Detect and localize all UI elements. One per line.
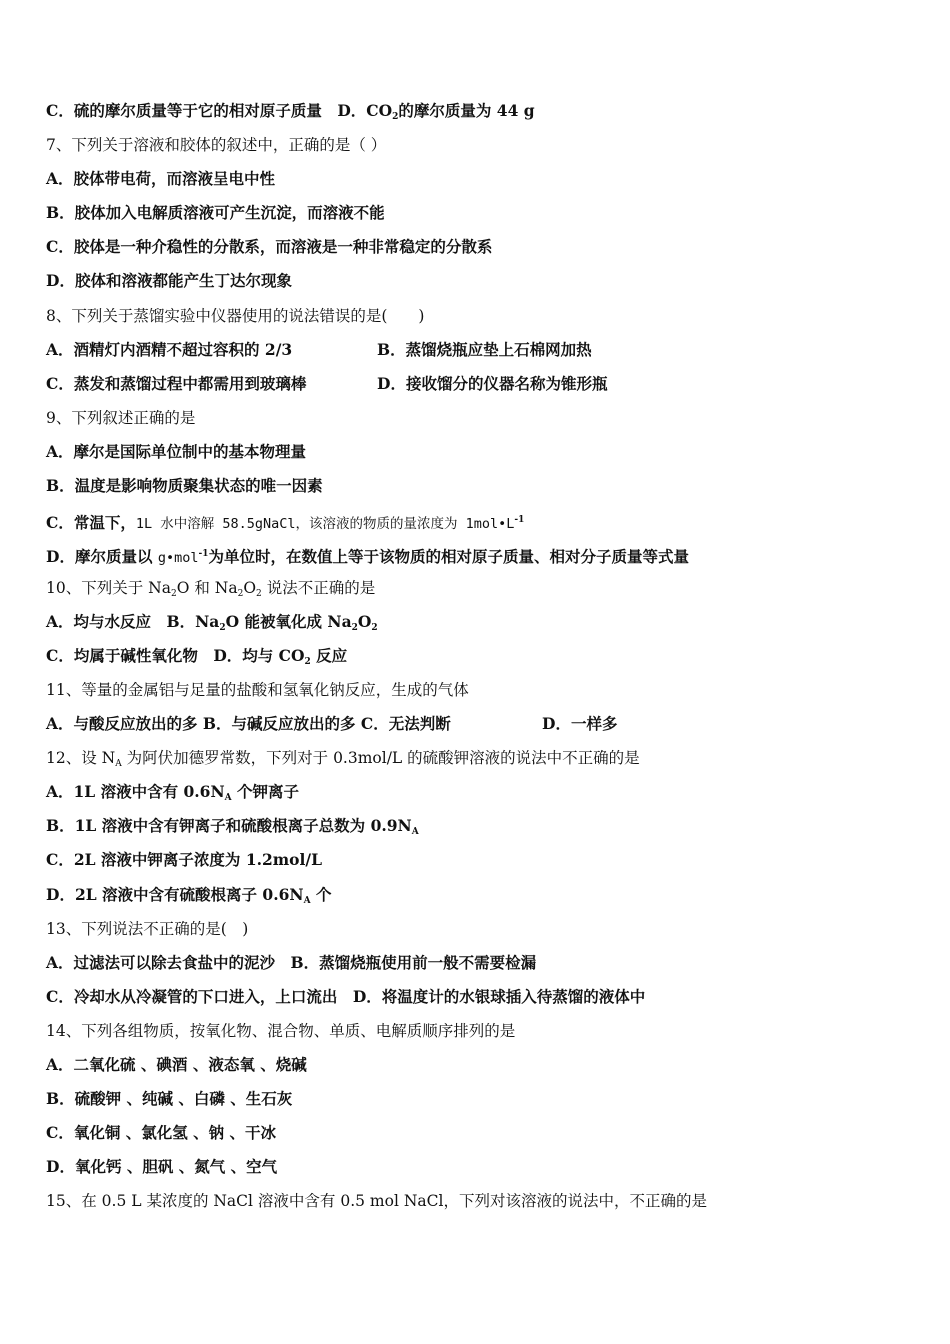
option-14b: B．硫酸钾 、纯碱 、白磷 、生石灰 — [46, 1089, 293, 1108]
option-7c: C．胶体是一种介稳性的分散系，而溶液是一种非常稳定的分散系 — [46, 237, 493, 256]
option-8d: D．接收馏分的仪器名称为锥形瓶 — [377, 374, 608, 393]
option-9d: D．摩尔质量以 g•mol$^{-1}$为单位时，在数值上等于该物质的相对原子质量、相对分子质量等式量 — [46, 547, 689, 566]
question-9: 9、下列叙述正确的是 — [46, 409, 196, 427]
option-8a: A．酒精灯内酒精不超过容积的 2/3 — [46, 340, 293, 359]
option-10ab: A．均与水反应 B．$Na_2O$ 能被氧化成 $Na_2O_2$ — [46, 612, 378, 633]
question-8: 8、下列关于蒸馏实验中仪器使用的说法错误的是( ) — [46, 307, 425, 325]
option-7a: A．胶体带电荷，而溶液呈电中性 — [46, 169, 276, 188]
option-12a: A．1L 溶液中含有 $0.6N_A$ 个钾离子 — [46, 782, 300, 803]
option-11abc: A．与酸反应放出的多 B．与碱反应放出的多 C．无法判断 — [46, 714, 451, 733]
question-11: 11、等量的金属铝与足量的盐酸和氢氧化钠反应，生成的气体 — [46, 681, 469, 699]
question-14: 14、下列各组物质，按氧化物、混合物、单质、电解质顺序排列的是 — [46, 1022, 516, 1040]
option-9b: B．温度是影响物质聚集状态的唯一因素 — [46, 476, 323, 495]
question-12: 12、设 $N_A$ 为阿伏加德罗常数，下列对于 0.3mol/L 的硫酸钾溶液的说法中不正确的是 — [46, 749, 640, 769]
option-7b: B．胶体加入电解质溶液可产生沉淀，而溶液不能 — [46, 203, 385, 222]
option-14a: A．二氧化硫 、碘酒 、液态氧 、烧碱 — [46, 1055, 307, 1074]
option-12c: C．2L 溶液中钾离子浓度为 1.2mol/L — [46, 850, 322, 869]
question-15: 15、在 0.5 L 某浓度的 NaCl 溶液中含有 0.5 mol NaCl，下列对该溶液的说法中，不正确的是 — [46, 1192, 707, 1210]
option-11d: D．一样多 — [542, 714, 618, 733]
question-13: 13、下列说法不正确的是( ) — [46, 920, 249, 938]
question-7: 7、下列关于溶液和胶体的叙述中，正确的是（ ） — [46, 136, 387, 154]
option-line: C．硫的摩尔质量等于它的相对原子质量 D．$CO_2$的摩尔质量为 44 g — [46, 101, 535, 122]
option-10cd: C．均属于碱性氧化物 D．均与 $CO_2$ 反应 — [46, 646, 348, 667]
option-9a: A．摩尔是国际单位制中的基本物理量 — [46, 442, 307, 461]
option-7d: D．胶体和溶液都能产生丁达尔现象 — [46, 271, 292, 290]
option-12d: D．2L 溶液中含有硫酸根离子 $0.6N_A$ 个 — [46, 885, 332, 906]
option-14c: C．氧化铜 、氯化氢 、钠 、干冰 — [46, 1123, 277, 1142]
option-13cd: C．冷却水从冷凝管的下口进入，上口流出 D．将温度计的水银球插入待蒸馏的液体中 — [46, 987, 646, 1006]
option-13ab: A．过滤法可以除去食盐中的泥沙 B．蒸馏烧瓶使用前一般不需要检漏 — [46, 953, 537, 972]
option-12b: B．1L 溶液中含有钾离子和硫酸根离子总数为 $0.9N_A$ — [46, 816, 419, 837]
question-10: 10、下列关于 $Na_2O$ 和 $Na_2O_2$ 说法不正确的是 — [46, 579, 376, 599]
option-9c: C．常温下，1L 水中溶解 58.5gNaCl，该溶液的物质的量浓度为 $1mol•L^{-1}$ — [46, 513, 525, 532]
option-8c: C．蒸发和蒸馏过程中都需用到玻璃棒 — [46, 374, 307, 393]
option-14d: D．氧化钙 、胆矾 、氮气 、空气 — [46, 1157, 278, 1176]
option-8b: B．蒸馏烧瓶应垫上石棉网加热 — [377, 340, 592, 359]
